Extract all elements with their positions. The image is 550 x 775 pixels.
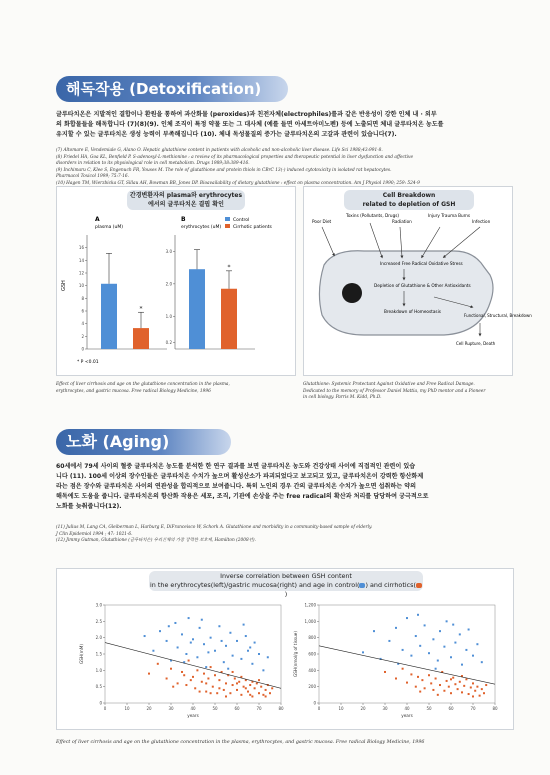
cirrhotic-point bbox=[234, 678, 236, 680]
cirrhotic-point bbox=[170, 668, 172, 670]
x-tick-label: 60 bbox=[448, 706, 454, 711]
y-tick-label: 14 bbox=[78, 257, 84, 263]
cirrhotic-point bbox=[428, 674, 430, 676]
cirrhotic-point bbox=[271, 687, 273, 689]
aging-references bbox=[56, 525, 516, 545]
cirrhotic-point bbox=[214, 674, 216, 676]
cirrhotic-point bbox=[472, 695, 474, 697]
control-point bbox=[210, 637, 212, 639]
cirrhotic-dot-icon bbox=[416, 583, 422, 588]
control-point bbox=[476, 643, 478, 645]
control-point bbox=[428, 652, 430, 654]
cirrhotic-point bbox=[461, 691, 463, 693]
y-tick-label: 3.0 bbox=[95, 602, 102, 608]
cirrhotic-point bbox=[384, 671, 386, 673]
control-point bbox=[236, 640, 238, 642]
x-tick-label: 30 bbox=[168, 706, 174, 711]
label-injury: Injury Trauma Burns bbox=[428, 213, 471, 218]
cirrhotic-point bbox=[196, 669, 198, 671]
cirrhotic-point bbox=[410, 673, 412, 675]
panel-b-label: B bbox=[181, 216, 186, 223]
label-rupture: Cell Rupture, Death bbox=[456, 341, 496, 346]
control-point bbox=[254, 642, 256, 644]
control-point bbox=[459, 633, 461, 635]
caption-line: erythrocytes, and gastric mucosa. Free radical Biology Medicine, 1996 bbox=[56, 388, 211, 394]
cirrhotic-point bbox=[181, 671, 183, 673]
control-point bbox=[454, 642, 456, 644]
x-tick-label: 10 bbox=[124, 706, 130, 711]
cirrhotic-point bbox=[269, 692, 271, 694]
control-point bbox=[227, 668, 229, 670]
control-point bbox=[258, 653, 260, 655]
cirrhotic-point bbox=[185, 684, 187, 686]
x-tick-label: 70 bbox=[256, 706, 262, 711]
cirrhotic-point bbox=[201, 681, 203, 683]
control-point bbox=[177, 646, 179, 648]
control-point bbox=[201, 619, 203, 621]
aging-line: 노화를 늦춰줍니다(12). bbox=[56, 503, 122, 510]
label-depletion: Depletion of Glutathione & Other Antioxidants bbox=[374, 283, 471, 288]
cirrhotic-point bbox=[238, 681, 240, 683]
scatter-gastric-mucosa bbox=[293, 603, 498, 719]
aging-line: 해독에도 도움을 줍니다. 글루타치온의 항산화 작용은 세포, 조직, 기관에 손상을 주는 free radical의 확산과 처리를 담당하여 궁극적으로 bbox=[56, 493, 429, 500]
cell-nucleus bbox=[342, 283, 362, 303]
control-point bbox=[152, 650, 154, 652]
scatter-title-part: in the erythrocytes(left)/gastric mucosa(right) and age in control( bbox=[150, 581, 360, 589]
y-tick-label: 8 bbox=[81, 295, 84, 301]
aging-line: 라는 점은 장수와 글루타치온 사이의 연관성을 합리적으로 보여줍니다. 특히 노인의 경우 간의 글루타치온 수치가 높으면 섭취하는 약의 bbox=[56, 483, 417, 490]
cirrhotic-point bbox=[249, 684, 251, 686]
bottom-caption: Effect of liver cirrhosis and age on the glutathione concentration in the plasma, erythrocytes, and gastric mucosa. Free radical Biology Medicine, 1996 bbox=[56, 740, 425, 745]
cirrhotic-point bbox=[245, 687, 247, 689]
p-value-note: * P <0.01 bbox=[77, 360, 99, 365]
control-point bbox=[221, 640, 223, 642]
y-tick-label: 2.0 bbox=[165, 281, 172, 287]
bar-ylabel: GSH bbox=[61, 280, 67, 291]
label-breakdown: Breakdown of Homeostasis bbox=[384, 309, 441, 314]
control-point bbox=[192, 638, 194, 640]
control-point bbox=[232, 655, 234, 657]
figure-cirrhosis-bars bbox=[56, 186, 296, 376]
y-tick-label: 4 bbox=[81, 321, 84, 327]
y-tick-label: 200 bbox=[308, 684, 316, 690]
y-tick-label: 12 bbox=[78, 270, 84, 276]
control-point bbox=[388, 640, 390, 642]
label-poor-diet: Poor Diet bbox=[312, 219, 332, 224]
cirrhotic-point bbox=[457, 688, 459, 690]
bar-control bbox=[101, 284, 117, 349]
cirrhotic-point bbox=[439, 684, 441, 686]
cirrhotic-point bbox=[232, 671, 234, 673]
reference: J Clin Epidemiol 1994 ; 47: 1021-6. bbox=[56, 531, 133, 537]
cirrhotic-point bbox=[450, 692, 452, 694]
detox-references bbox=[56, 148, 516, 187]
scatter-panel bbox=[56, 568, 514, 730]
control-point bbox=[406, 617, 408, 619]
cirrhotic-point bbox=[188, 660, 190, 662]
cirrhotic-point bbox=[452, 677, 454, 679]
cirrhotic-point bbox=[265, 689, 267, 691]
significance-mark: * bbox=[227, 263, 231, 271]
figure-title-line: 간경변환자의 plasma와 erythrocytes bbox=[129, 192, 243, 199]
scatter-charts-svg bbox=[57, 591, 513, 729]
cirrhotic-point bbox=[454, 683, 456, 685]
label-functional: Functional, Structural, Breakdown bbox=[464, 313, 532, 318]
control-point bbox=[199, 627, 201, 629]
scatter-title-part: ) bbox=[284, 590, 288, 598]
x-axis-label: years bbox=[187, 713, 199, 718]
control-point bbox=[424, 624, 426, 626]
control-point bbox=[262, 669, 264, 671]
control-point bbox=[190, 642, 192, 644]
control-point bbox=[188, 617, 190, 619]
legend-control: Control bbox=[233, 218, 250, 223]
control-point bbox=[249, 646, 251, 648]
cirrhotic-point bbox=[254, 687, 256, 689]
cirrhotic-point bbox=[435, 678, 437, 680]
scatter-title-line: Inverse correlation between GSH content bbox=[220, 572, 352, 580]
y-tick-label: 10 bbox=[78, 283, 84, 289]
cirrhotic-point bbox=[448, 686, 450, 688]
cirrhotic-point bbox=[485, 684, 487, 686]
x-tick-label: 40 bbox=[190, 706, 196, 711]
bar-cirrhotic bbox=[133, 328, 149, 349]
legend-swatch-cirrhotic bbox=[225, 224, 230, 228]
cirrhotic-point bbox=[421, 679, 423, 681]
y-tick-label: 2 bbox=[81, 333, 84, 339]
control-point bbox=[205, 666, 207, 668]
panel-b-plot bbox=[166, 235, 255, 349]
cirrhotic-point bbox=[183, 674, 185, 676]
control-point bbox=[185, 653, 187, 655]
control-point bbox=[472, 655, 474, 657]
control-point bbox=[174, 622, 176, 624]
detox-line: 유지할 수 있는 글루타치온 생성 능력이 부족해집니다 (10). 체내 독성물질의 증가는 글루타치온의 고갈과 관련이 있습니다(7). bbox=[56, 131, 397, 138]
label-toxins: Toxins (Pollutants, Drugs) bbox=[346, 213, 400, 218]
cirrhotic-point bbox=[225, 682, 227, 684]
control-point bbox=[225, 645, 227, 647]
control-point bbox=[437, 660, 439, 662]
scatter-title-part: ) and cirrhotics( bbox=[365, 581, 416, 589]
section-title-detox: 해독작용 (Detoxification) bbox=[56, 76, 288, 102]
detox-line: 의 화합물들을 해독합니다 (7)(8)(9). 인체 조직이 특정 약물 또는 그 대사체 (예를 들면 아세트아미노펜) 등에 노출되면 체내 글루타치온 농도를 bbox=[56, 121, 444, 128]
reference: (11) Julius M, Lang CA, Gleiberman L, Harburg E, DiFranceisco W, Schork A. Glutathione and morbidity in a community-based sample of elderly. bbox=[56, 525, 373, 530]
cirrhotic-point bbox=[450, 678, 452, 680]
x-tick-label: 0 bbox=[317, 706, 321, 711]
cirrhotic-point bbox=[256, 682, 258, 684]
scatter-erythrocytes bbox=[79, 603, 284, 719]
caption-line: Effect of liver cirrhosis and age on the glutathione concentration in the plasma, bbox=[56, 382, 230, 387]
y-tick-label: 0 bbox=[81, 346, 84, 352]
label-increased-radical: Increased Free Radical Oxidative Stress bbox=[380, 261, 463, 266]
y-tick-label: 1,200 bbox=[304, 602, 316, 608]
reference: (10) Hagen TM, Wierzbicka GT, Sillau AH, Bowman BB, Jones DP. Bioavailability of dietary glutathione : effect on plasma concentration. Am J Physiol 1990; 259: 524-9 bbox=[56, 180, 420, 186]
bar-chart-svg bbox=[57, 211, 295, 377]
panel-a-sub: plasma (uM) bbox=[95, 225, 124, 230]
control-point bbox=[452, 624, 454, 626]
cirrhotic-point bbox=[481, 688, 483, 690]
cirrhotic-point bbox=[218, 687, 220, 689]
x-axis-label: years bbox=[401, 713, 413, 718]
caption-line: Dedicated to the memory of Professor Daniel Mattia, my PhD mentor and a Pioneer bbox=[303, 388, 486, 394]
cirrhotic-point bbox=[240, 694, 242, 696]
reference: (7) Altomare E, Vendemiale G, Alano O. Hepatic glutathione content in patients with alcoholic and non-alcoholic liver disease. Life Sci 1988;43:991-8. bbox=[56, 148, 383, 153]
legend-swatch-control bbox=[225, 217, 230, 221]
y-tick-label: 600 bbox=[308, 651, 316, 657]
y-tick-label: 400 bbox=[308, 667, 316, 673]
reference: Pharmacol Toxicol 1999; 75:7-16. bbox=[56, 174, 129, 179]
control-point bbox=[267, 656, 269, 658]
cirrhotic-point bbox=[243, 686, 245, 688]
control-point bbox=[203, 643, 205, 645]
significance-mark: * bbox=[139, 305, 143, 313]
cirrhotic-point bbox=[236, 689, 238, 691]
control-point bbox=[402, 649, 404, 651]
cirrhotic-point bbox=[251, 695, 253, 697]
cirrhotic-point bbox=[205, 682, 207, 684]
cirrhotic-point bbox=[395, 678, 397, 680]
caption-line: Glutathione: Systemic Protectant Against Oxidative and Free Radical Damage. bbox=[303, 382, 475, 387]
cirrhotic-point bbox=[207, 678, 209, 680]
x-tick-label: 0 bbox=[103, 706, 107, 711]
caption-line: in cell biology. Parris M. Kidd, Ph.D. bbox=[303, 395, 382, 400]
x-tick-label: 20 bbox=[146, 706, 152, 711]
control-point bbox=[446, 620, 448, 622]
control-point bbox=[419, 645, 421, 647]
label-infection: Infection bbox=[472, 219, 491, 224]
control-point bbox=[196, 656, 198, 658]
cirrhotic-point bbox=[223, 689, 225, 691]
reference: (9) Inchimaru C, Klee S, Engenuch FR, Youses M. The role of glutathione and protein thiols in CBrC 13(-) induced cytotoxicity in isolated rat hepatocytes. bbox=[56, 167, 392, 173]
figure-title bbox=[344, 190, 474, 210]
cirrhotic-point bbox=[210, 692, 212, 694]
plot-frame bbox=[319, 605, 495, 703]
cirrhotic-point bbox=[265, 695, 267, 697]
x-tick-label: 10 bbox=[338, 706, 344, 711]
control-point bbox=[207, 651, 209, 653]
control-point bbox=[229, 632, 231, 634]
x-tick-label: 50 bbox=[426, 706, 432, 711]
y-axis-label: GSH(nmol/g of tissue) bbox=[293, 631, 298, 677]
cirrhotic-point bbox=[192, 676, 194, 678]
cirrhotic-point bbox=[199, 691, 201, 693]
x-tick-label: 40 bbox=[404, 706, 410, 711]
cirrhotic-point bbox=[229, 692, 231, 694]
control-point bbox=[243, 624, 245, 626]
control-point bbox=[417, 614, 419, 616]
control-point bbox=[395, 627, 397, 629]
y-tick-label: 3.0 bbox=[165, 248, 172, 254]
cirrhotic-point bbox=[262, 694, 264, 696]
figure-title-line: 에서의 글루타치온 결핍 확인 bbox=[148, 201, 224, 208]
figure-cell-breakdown bbox=[303, 186, 532, 376]
scatter-panel-title bbox=[149, 571, 423, 598]
control-point bbox=[214, 650, 216, 652]
control-point bbox=[461, 664, 463, 666]
panel-a-label: A bbox=[95, 216, 100, 223]
control-point bbox=[218, 625, 220, 627]
y-tick-label: 1.0 bbox=[95, 667, 102, 673]
control-point bbox=[432, 638, 434, 640]
control-point bbox=[240, 658, 242, 660]
figure1-caption bbox=[56, 382, 292, 395]
control-point bbox=[415, 635, 417, 637]
reference: (12) Jimmy Gutman, Glutathione (글루타치온) 우리신체의 가장 강력한 보호제, Hamilton (2008년). bbox=[56, 538, 256, 543]
y-tick-label: 1,000 bbox=[304, 618, 316, 624]
cirrhotic-point bbox=[166, 678, 168, 680]
cirrhotic-point bbox=[258, 679, 260, 681]
control-point bbox=[450, 656, 452, 658]
cirrhotic-point bbox=[260, 686, 262, 688]
legend-cirrhotic: Cirrhotic patients bbox=[233, 225, 272, 230]
cirrhotic-point bbox=[463, 685, 465, 687]
cirrhotic-point bbox=[148, 673, 150, 675]
detox-body bbox=[56, 110, 511, 140]
y-tick-label: 0.2 bbox=[165, 339, 172, 345]
control-point bbox=[159, 630, 161, 632]
cirrhotic-point bbox=[218, 679, 220, 681]
cirrhotic-point bbox=[483, 692, 485, 694]
control-point bbox=[465, 649, 467, 651]
control-point bbox=[373, 630, 375, 632]
cirrhotic-point bbox=[190, 679, 192, 681]
control-point bbox=[435, 668, 437, 670]
y-tick-label: 6 bbox=[81, 308, 84, 314]
bar-control bbox=[189, 269, 205, 349]
y-axis-label: GSH(mM) bbox=[79, 643, 84, 665]
bar-cirrhotic bbox=[221, 289, 237, 349]
cirrhotic-point bbox=[205, 691, 207, 693]
y-tick-label: 0.5 bbox=[95, 684, 102, 690]
control-point bbox=[362, 651, 364, 653]
section-title-aging: 노화 (Aging) bbox=[56, 429, 231, 455]
cirrhotic-point bbox=[406, 682, 408, 684]
control-point bbox=[410, 655, 412, 657]
y-tick-label: 1.0 bbox=[165, 313, 172, 319]
cirrhotic-point bbox=[216, 692, 218, 694]
cirrhotic-point bbox=[459, 681, 461, 683]
reference: disorders in relation to its physiological role in cell metabolism. Drugs 1989;38:389-416. bbox=[56, 161, 250, 166]
cirrhotic-point bbox=[472, 682, 474, 684]
cirrhotic-point bbox=[432, 689, 434, 691]
aging-body bbox=[56, 462, 511, 512]
cirrhotic-point bbox=[476, 686, 478, 688]
cirrhotic-point bbox=[258, 692, 260, 694]
cirrhotic-point bbox=[419, 691, 421, 693]
trend-line bbox=[319, 646, 495, 684]
y-tick-label: 16 bbox=[78, 245, 84, 251]
figure-title-line: related to depletion of GSH bbox=[362, 201, 456, 208]
cirrhotic-point bbox=[424, 687, 426, 689]
control-point bbox=[247, 650, 249, 652]
control-point bbox=[166, 640, 168, 642]
y-tick-label: 800 bbox=[308, 635, 316, 641]
cirrhotic-point bbox=[157, 663, 159, 665]
control-point bbox=[439, 630, 441, 632]
figure2-caption bbox=[303, 382, 515, 402]
y-tick-label: 0 bbox=[99, 700, 102, 706]
reference: (8) Friedel HA, Goa KL, Benfield P. S-adenosyl-L-methionine : a review of its pharmacological properties and therapeutic potential in liver dysfunction and affective bbox=[56, 154, 414, 160]
cirrhotic-point bbox=[177, 682, 179, 684]
cirrhotic-point bbox=[194, 687, 196, 689]
panel-a-plot bbox=[79, 235, 167, 352]
cirrhotic-point bbox=[417, 676, 419, 678]
x-tick-label: 70 bbox=[470, 706, 476, 711]
x-tick-label: 80 bbox=[278, 706, 284, 711]
x-tick-label: 50 bbox=[212, 706, 218, 711]
cirrhotic-point bbox=[212, 686, 214, 688]
cirrhotic-point bbox=[203, 673, 205, 675]
x-tick-label: 30 bbox=[382, 706, 388, 711]
cirrhotic-point bbox=[474, 690, 476, 692]
y-tick-label: 1.5 bbox=[95, 651, 102, 657]
cirrhotic-point bbox=[402, 668, 404, 670]
aging-line: 60세에서 79세 사이의 혈중 글루타치온 농도를 분석한 한 연구 결과를 보면 글루타치온 농도와 건강상태 사이에 직접적인 관련이 있습 bbox=[56, 463, 416, 470]
cirrhotic-point bbox=[249, 694, 251, 696]
control-point bbox=[245, 635, 247, 637]
aging-line: 니다 (11). 100세 이상의 장수인들은 글루타치온 수치가 높으며 활성산소가 파괴되었다고 보고되고 있고, 글루타치온이 강력한 항산화제 bbox=[56, 473, 424, 480]
trend-line bbox=[105, 643, 281, 689]
label-radiation: Radiation bbox=[392, 219, 412, 224]
control-point bbox=[181, 633, 183, 635]
x-tick-label: 20 bbox=[360, 706, 366, 711]
panel-b-sub: erythrocytes (uM) bbox=[181, 225, 222, 230]
cirrhotic-point bbox=[415, 686, 417, 688]
cirrhotic-point bbox=[172, 686, 174, 688]
cirrhotic-point bbox=[446, 680, 448, 682]
control-point bbox=[144, 635, 146, 637]
cirrhotic-point bbox=[468, 693, 470, 695]
control-point bbox=[443, 646, 445, 648]
cirrhotic-point bbox=[232, 684, 234, 686]
cell-diagram-svg bbox=[304, 211, 532, 377]
cirrhotic-point bbox=[465, 678, 467, 680]
cirrhotic-point bbox=[236, 682, 238, 684]
figure-title bbox=[127, 190, 245, 210]
cirrhotic-point bbox=[470, 686, 472, 688]
y-tick-label: 2.5 bbox=[95, 618, 102, 624]
x-tick-label: 60 bbox=[234, 706, 240, 711]
cirrhotic-point bbox=[210, 666, 212, 668]
cirrhotic-point bbox=[479, 695, 481, 697]
cirrhotic-point bbox=[430, 682, 432, 684]
figure-title-line: Cell Breakdown bbox=[382, 192, 436, 199]
control-point bbox=[168, 625, 170, 627]
y-tick-label: 0 bbox=[313, 700, 316, 706]
control-point bbox=[223, 661, 225, 663]
detox-line: 글루타치온은 지발적인 결합이나 환원을 통하여 과산화물 (peroxides)과 친전자체(electrophiles)를과 같은 반응성이 강한 인체 내 · 외부 bbox=[56, 111, 437, 118]
x-tick-label: 80 bbox=[492, 706, 498, 711]
cirrhotic-point bbox=[437, 694, 439, 696]
control-point bbox=[481, 661, 483, 663]
control-point bbox=[251, 663, 253, 665]
y-tick-label: 2.0 bbox=[95, 635, 102, 641]
cirrhotic-point bbox=[247, 691, 249, 693]
cirrhotic-point bbox=[225, 695, 227, 697]
control-point bbox=[468, 629, 470, 631]
cirrhotic-point bbox=[443, 690, 445, 692]
